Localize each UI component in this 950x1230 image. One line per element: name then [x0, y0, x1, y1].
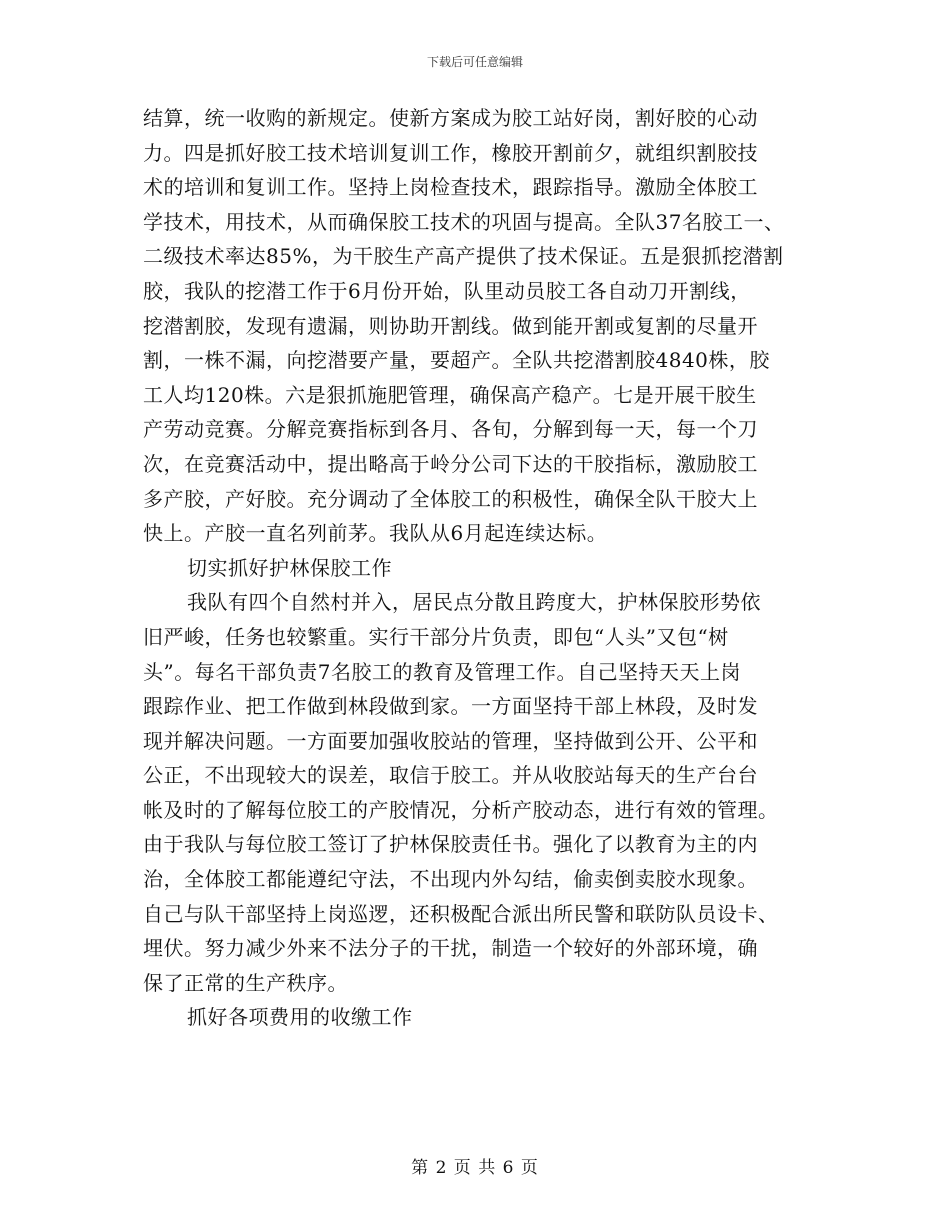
text-line: 头”。每名干部负责7名胶工的教育及管理工作。自己坚持天天上岗	[143, 659, 741, 684]
text-line: 挖潜割胶，发现有遗漏，则协助开割线。做到能开割或复割的尽量开	[143, 313, 758, 338]
text-line: 快上。产胶一直名列前茅。我队从6月起连续达标。	[143, 521, 608, 546]
text-line: 公正，不出现较大的误差，取信于胶工。并从收胶站每天的生产台台	[143, 763, 758, 788]
text-line: 埋伏。努力减少外来不法分子的干扰，制造一个较好的外部环境，确	[143, 936, 758, 961]
text-line: 结算，统一收购的新规定。使新方案成为胶工站好岗，割好胶的心动	[143, 106, 758, 130]
page-number-footer: 第 2 页 共 6 页	[411, 1158, 539, 1178]
text-line: 由于我队与每位胶工签订了护林保胶责任书。强化了以教育为主的内	[143, 832, 758, 857]
section-heading: 抓好各项费用的收缴工作	[187, 1005, 413, 1030]
text-line: 多产胶，产好胶。充分调动了全体胶工的积极性，确保全队干胶大上	[143, 486, 758, 511]
paragraph-first-line: 我队有四个自然村并入，居民点分散且跨度大，护林保胶形势依	[187, 590, 761, 615]
page-header: 下载后可任意编辑	[426, 55, 523, 69]
text-line: 术的培训和复训工作。坚持上岗检查技术，跟踪指导。激励全体胶工	[143, 175, 758, 200]
text-line: 现并解决问题。一方面要加强收胶站的管理，坚持做到公开、公平和	[143, 728, 758, 753]
section-heading: 切实抓好护林保胶工作	[187, 555, 392, 580]
text-line: 工人均120株。六是狠抓施肥管理，确保高产稳产。七是开展干胶生	[143, 382, 757, 407]
text-line: 胶，我队的挖潜工作于6月份开始，队里动员胶工各自动刀开割线，	[143, 278, 751, 303]
text-line: 次，在竞赛活动中，提出略高于岭分公司下达的干胶指标，激励胶工	[143, 451, 758, 476]
text-line: 跟踪作业、把工作做到林段做到家。一方面坚持干部上林段，及时发	[143, 694, 758, 719]
text-line: 力。四是抓好胶工技术培训复训工作，橡胶开割前夕，就组织割胶技	[143, 140, 758, 165]
text-line: 二级技术率达85%，为干胶生产高产提供了技术保证。五是狠抓挖潜割	[143, 244, 784, 269]
text-line: 自己与队干部坚持上岗巡逻，还积极配合派出所民警和联防队员设卡、	[143, 901, 779, 926]
text-line: 帐及时的了解每位胶工的产胶情况，分析产胶动态，进行有效的管理。	[143, 797, 779, 822]
text-line: 旧严峻，任务也较繁重。实行干部分片负责，即包“人头”又包“树	[143, 624, 729, 649]
text-line: 产劳动竞赛。分解竞赛指标到各月、各旬，分解到每一天，每一个刀	[143, 417, 758, 442]
text-line: 学技术，用技术，从而确保胶工技术的巩固与提高。全队37名胶工一、	[143, 209, 785, 234]
text-line: 保了正常的生产秩序。	[143, 970, 348, 995]
text-line: 治，全体胶工都能遵纪守法，不出现内外勾结，偷卖倒卖胶水现象。	[143, 867, 758, 892]
text-line: 割，一株不漏，向挖潜要产量，要超产。全队共挖潜割胶4840株，胶	[143, 348, 770, 373]
document-body	[143, 101, 823, 1035]
